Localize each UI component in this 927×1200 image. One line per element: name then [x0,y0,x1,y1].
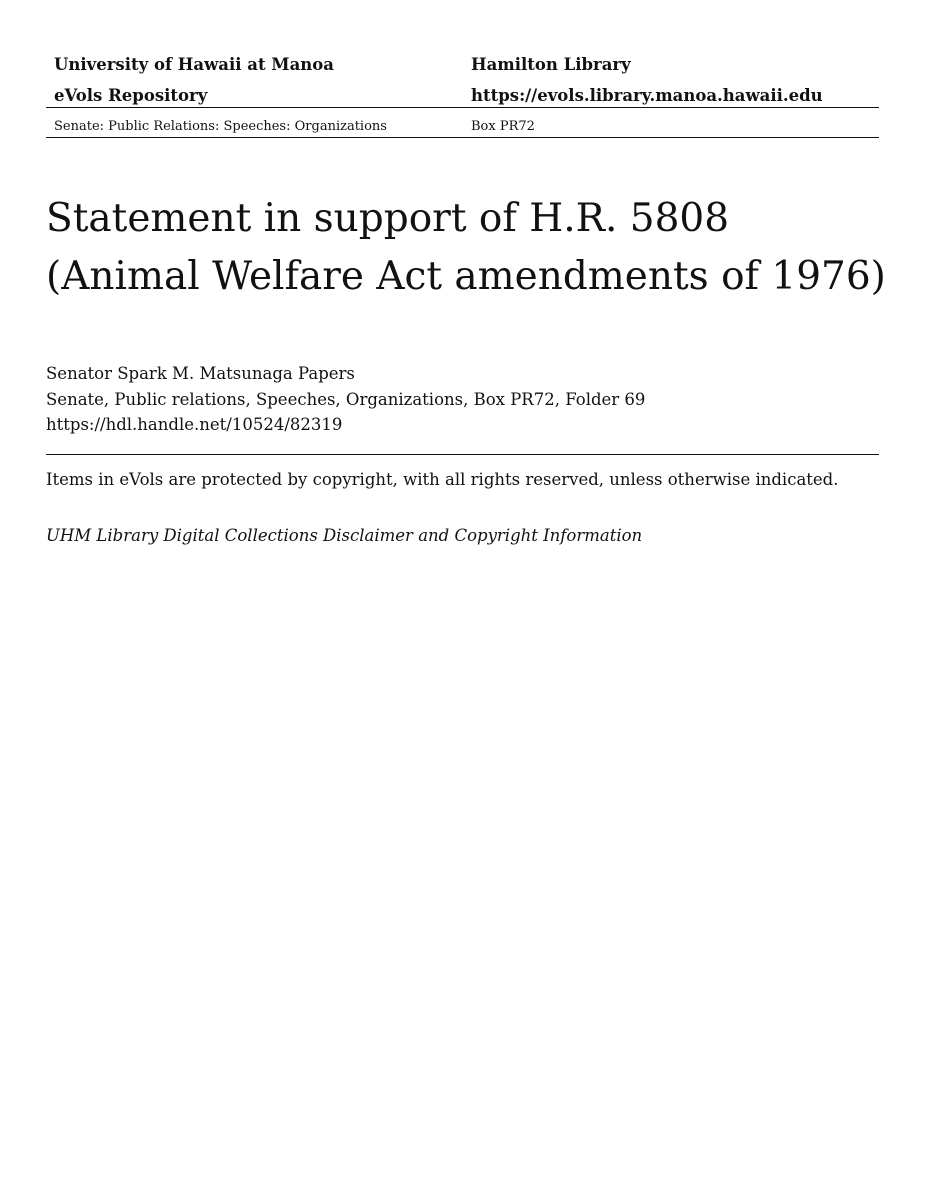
collection-path: Senate: Public Relations: Speeches: Organizations [54,119,387,134]
folder-location: Senate, Public relations, Speeches, Organizations, Box PR72, Folder 69 [46,389,646,409]
metadata-divider [46,454,879,455]
handle-link[interactable]: https://hdl.handle.net/10524/82319 [46,415,343,434]
institution-name: University of Hawaii at Manoa [54,55,334,74]
repository-name: eVols Repository [54,86,208,105]
repository-url-link[interactable]: https://evols.library.manoa.hawaii.edu [471,86,823,105]
header-divider-top [46,107,879,108]
rights-statement: Items in eVols are protected by copyright, with all rights reserved, unless otherwise indicated. [46,470,839,489]
document-title [46,190,886,306]
library-name: Hamilton Library [471,55,631,74]
disclaimer-link[interactable]: UHM Library Digital Collections Disclaimer and Copyright Information [46,526,643,545]
box-label: Box PR72 [471,119,535,134]
header-divider-bottom [46,137,879,138]
title-line-2: (Animal Welfare Act amendments of 1976) [46,254,886,299]
title-line-1: Statement in support of H.R. 5808 [46,196,730,241]
collection-name: Senator Spark M. Matsunaga Papers [46,364,355,383]
document-metadata [46,361,645,438]
